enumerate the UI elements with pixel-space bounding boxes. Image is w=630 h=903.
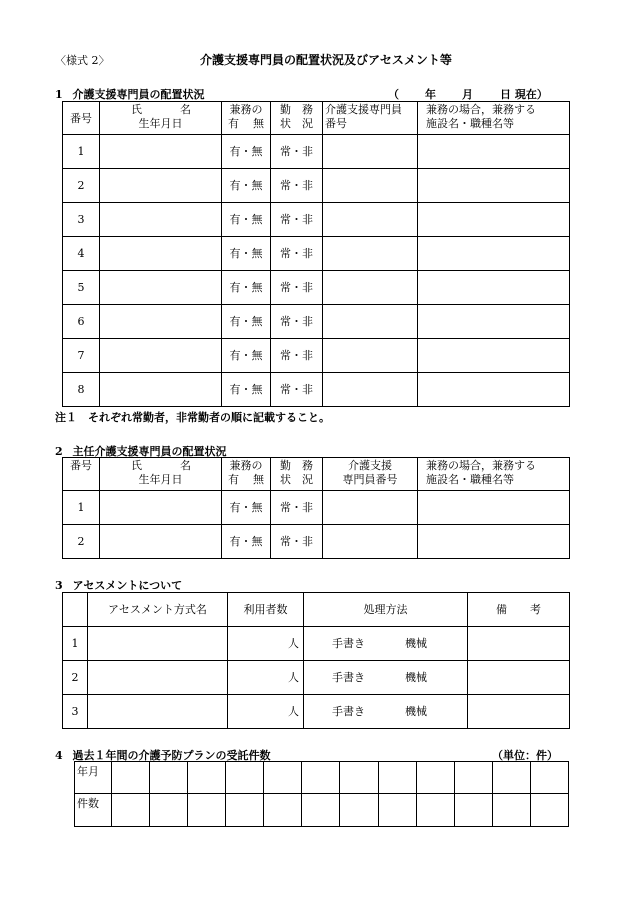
name-cell[interactable] (100, 237, 222, 271)
work-status-choice[interactable]: 常・非 (271, 373, 323, 407)
month-cell[interactable] (226, 762, 264, 794)
remarks-cell[interactable] (468, 627, 570, 661)
count-cell[interactable] (264, 794, 302, 827)
name-cell[interactable] (100, 203, 222, 237)
header-concurrent: 兼務の 有 無 (222, 458, 271, 491)
count-cell[interactable] (492, 794, 530, 827)
section4-unit-note: （単位：件） (492, 749, 558, 762)
table-row: 3 有・無 常・非 (63, 203, 570, 237)
section4-number: 4 (55, 749, 63, 762)
name-cell[interactable] (100, 339, 222, 373)
count-cell[interactable] (530, 794, 568, 827)
header-processing: 処理方法 (304, 593, 468, 627)
table-row: 8 有・無 常・非 (63, 373, 570, 407)
users-cell[interactable]: 人 (228, 695, 304, 729)
facility-cell[interactable] (418, 491, 570, 525)
facility-cell[interactable] (418, 135, 570, 169)
count-cell[interactable] (454, 794, 492, 827)
header-work-status: 勤 務 状 況 (271, 102, 323, 135)
month-cell[interactable] (492, 762, 530, 794)
facility-cell[interactable] (418, 339, 570, 373)
cm-number-cell[interactable] (323, 135, 418, 169)
cm-table-header (63, 102, 570, 135)
work-status-choice[interactable]: 常・非 (271, 237, 323, 271)
work-status-choice[interactable]: 常・非 (271, 525, 323, 559)
facility-cell[interactable] (418, 305, 570, 339)
method-name-cell[interactable] (88, 627, 228, 661)
table-row: 2 人 手書き 機械 (63, 661, 570, 695)
section1-as-of-date (388, 86, 558, 102)
concurrent-choice[interactable]: 有・無 (222, 525, 271, 559)
name-cell[interactable] (100, 305, 222, 339)
assessment-table-header (63, 593, 570, 627)
count-cell[interactable] (150, 794, 188, 827)
concurrent-choice[interactable]: 有・無 (222, 237, 271, 271)
count-cell[interactable] (188, 794, 226, 827)
section1-note: 注１ それぞれ常勤者，非常勤者の順に記載すること。 (55, 411, 330, 424)
concurrent-choice[interactable]: 有・無 (222, 491, 271, 525)
work-status-choice[interactable]: 常・非 (271, 339, 323, 373)
month-cell[interactable] (112, 762, 150, 794)
name-cell[interactable] (100, 525, 222, 559)
count-cell[interactable] (378, 794, 416, 827)
date-year-label: 年 (425, 88, 436, 101)
section3-heading (55, 577, 182, 593)
concurrent-choice[interactable]: 有・無 (222, 339, 271, 373)
name-cell[interactable] (100, 271, 222, 305)
concurrent-choice[interactable]: 有・無 (222, 373, 271, 407)
work-status-choice[interactable]: 常・非 (271, 169, 323, 203)
header-work-status: 勤 務 状 況 (271, 458, 323, 491)
header-facility: 兼務の場合，兼務する 施設名・職種名等 (418, 102, 570, 135)
facility-cell[interactable] (418, 373, 570, 407)
month-cell[interactable] (340, 762, 378, 794)
assessment-table (62, 592, 570, 729)
cm-number-cell[interactable] (323, 203, 418, 237)
section2-number: 2 (55, 445, 63, 458)
table-row: 2 有・無 常・非 (63, 525, 570, 559)
table-row: 1 人 手書き 機械 (63, 627, 570, 661)
month-cell[interactable] (264, 762, 302, 794)
header-remarks: 備 考 (468, 593, 570, 627)
section2-title: 主任介護支援専門員の配置状況 (72, 445, 227, 458)
month-cell[interactable] (416, 762, 454, 794)
processing-choice[interactable]: 手書き 機械 (304, 661, 468, 695)
section4-title: 過去１年間の介護予防プランの受託件数 (72, 749, 271, 762)
name-cell[interactable] (100, 373, 222, 407)
users-cell[interactable]: 人 (228, 627, 304, 661)
cm-number-cell[interactable] (323, 373, 418, 407)
section1-title: 介護支援専門員の配置状況 (72, 88, 205, 101)
header-name: 氏 名 生年月日 (100, 102, 222, 135)
work-status-choice[interactable]: 常・非 (271, 203, 323, 237)
date-day-label: 日 現在） (500, 88, 548, 101)
table-row: 7 有・無 常・非 (63, 339, 570, 373)
header-number: 番号 (63, 102, 100, 135)
cm-number-cell[interactable] (323, 525, 418, 559)
month-row (75, 762, 569, 794)
name-cell[interactable] (100, 491, 222, 525)
facility-cell[interactable] (418, 525, 570, 559)
count-cell[interactable] (416, 794, 454, 827)
header-facility: 兼務の場合，兼務する 施設名・職種名等 (418, 458, 570, 491)
concurrent-choice[interactable]: 有・無 (222, 169, 271, 203)
table-row: 6 有・無 常・非 (63, 305, 570, 339)
month-cell[interactable] (150, 762, 188, 794)
header-users: 利用者数 (228, 593, 304, 627)
table-row: 4 有・無 常・非 (63, 237, 570, 271)
cm-number-cell[interactable] (323, 339, 418, 373)
method-name-cell[interactable] (88, 661, 228, 695)
header-concurrent: 兼務の 有 無 (222, 102, 271, 135)
header-cm-number: 介護支援専門員 番号 (323, 102, 418, 135)
method-name-cell[interactable] (88, 695, 228, 729)
header-method-name: アセスメント方式名 (88, 593, 228, 627)
remarks-cell[interactable] (468, 661, 570, 695)
month-cell[interactable] (302, 762, 340, 794)
cm-number-cell[interactable] (323, 271, 418, 305)
processing-choice[interactable]: 手書き 機械 (304, 627, 468, 661)
name-cell[interactable] (100, 135, 222, 169)
count-cell[interactable] (340, 794, 378, 827)
table-row: 1 有・無 常・非 (63, 135, 570, 169)
month-cell[interactable] (188, 762, 226, 794)
facility-cell[interactable] (418, 169, 570, 203)
concurrent-choice[interactable]: 有・無 (222, 271, 271, 305)
count-cell[interactable] (226, 794, 264, 827)
month-cell[interactable] (454, 762, 492, 794)
cm-number-cell[interactable] (323, 237, 418, 271)
work-status-choice[interactable]: 常・非 (271, 491, 323, 525)
table-row: 3 人 手書き 機械 (63, 695, 570, 729)
table-row: 2 有・無 常・非 (63, 169, 570, 203)
table-row: 5 有・無 常・非 (63, 271, 570, 305)
table-row: 1 有・無 常・非 (63, 491, 570, 525)
facility-cell[interactable] (418, 237, 570, 271)
document-title: 介護支援専門員の配置状況及びアセスメント等 (200, 53, 452, 67)
month-cell[interactable] (530, 762, 568, 794)
concurrent-choice[interactable]: 有・無 (222, 135, 271, 169)
facility-cell[interactable] (418, 271, 570, 305)
name-cell[interactable] (100, 169, 222, 203)
cm-staff-table (62, 101, 570, 407)
form-label: 〈様式 2〉 (55, 54, 110, 67)
header-name: 氏 名 生年月日 (100, 458, 222, 491)
month-cell[interactable] (378, 762, 416, 794)
month-row-label: 年月 (75, 762, 112, 794)
cm-number-cell[interactable] (323, 169, 418, 203)
work-status-choice[interactable]: 常・非 (271, 135, 323, 169)
cm-number-cell[interactable] (323, 491, 418, 525)
prevention-plan-table (74, 761, 569, 827)
remarks-cell[interactable] (468, 695, 570, 729)
count-cell[interactable] (112, 794, 150, 827)
count-row-label: 件数 (75, 794, 112, 827)
date-open-paren: （ (388, 88, 399, 101)
facility-cell[interactable] (418, 203, 570, 237)
date-month-label: 月 (462, 88, 473, 101)
users-cell[interactable]: 人 (228, 661, 304, 695)
work-status-choice[interactable]: 常・非 (271, 271, 323, 305)
section3-number: 3 (55, 579, 63, 592)
header-number: 番号 (63, 458, 100, 491)
concurrent-choice[interactable]: 有・無 (222, 203, 271, 237)
cm-number-cell[interactable] (323, 305, 418, 339)
count-row (75, 794, 569, 827)
section1-number: 1 (55, 88, 63, 101)
chief-cm-table (62, 457, 570, 559)
section3-title: アセスメントについて (72, 579, 183, 592)
processing-choice[interactable]: 手書き 機械 (304, 695, 468, 729)
count-cell[interactable] (302, 794, 340, 827)
work-status-choice[interactable]: 常・非 (271, 305, 323, 339)
chief-table-header (63, 458, 570, 491)
concurrent-choice[interactable]: 有・無 (222, 305, 271, 339)
section1-heading (55, 86, 205, 102)
header-cm-number: 介護支援 専門員番号 (323, 458, 418, 491)
